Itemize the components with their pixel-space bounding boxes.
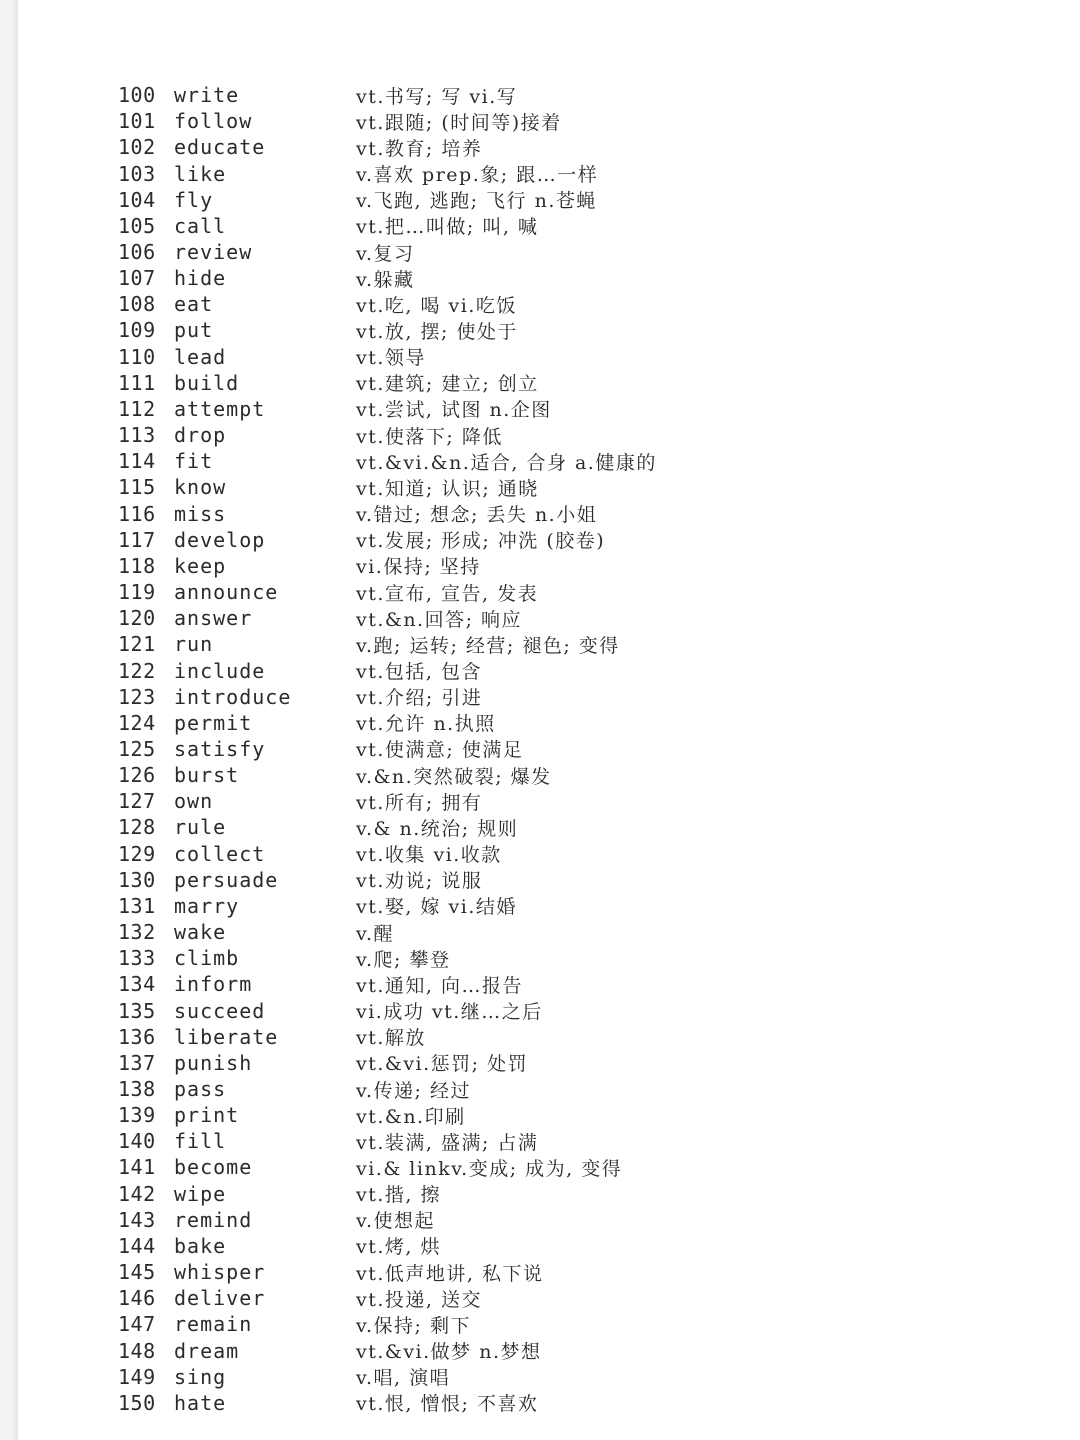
entry-word: persuade — [174, 867, 279, 892]
entry-definition: vt.揩, 擦 — [356, 1184, 441, 1207]
entry-word: climb — [174, 946, 240, 971]
entry-definition: vt.尝试, 试图 n.企图 — [356, 399, 552, 422]
entry-definition: vt.发展; 形成; 冲洗 (胶卷) — [356, 530, 606, 553]
vocab-entry — [118, 997, 1018, 1023]
entry-word: rule — [174, 815, 227, 840]
entry-word: keep — [174, 553, 227, 578]
entry-word: build — [174, 370, 240, 395]
entry-definition: vi.& linkv.变成; 成为, 变得 — [356, 1157, 623, 1180]
entry-definition: vt.吃, 喝 vi.吃饭 — [356, 294, 517, 317]
entry-number: 117 — [118, 527, 156, 552]
entry-word: miss — [174, 501, 227, 526]
entry-definition: vi.保持; 坚持 — [356, 556, 481, 579]
entry-definition: vt.允许 n.执照 — [356, 713, 496, 736]
vocab-entry — [118, 82, 1018, 108]
entry-definition: vt.&n.回答; 响应 — [356, 608, 523, 631]
entry-definition: v.躲藏 — [356, 268, 415, 291]
entry-number: 132 — [118, 920, 156, 945]
entry-definition: v.复习 — [356, 242, 415, 265]
entry-definition: vt.包括, 包含 — [356, 661, 482, 684]
entry-number: 125 — [118, 736, 156, 761]
entry-definition: vt.书写; 写 vi.写 — [356, 85, 518, 108]
entry-definition: vt.把…叫做; 叫, 喊 — [356, 216, 539, 239]
entry-word: fill — [174, 1129, 227, 1154]
entry-number: 119 — [118, 580, 156, 605]
entry-word: bake — [174, 1233, 227, 1258]
entry-word: drop — [174, 423, 227, 448]
vocab-entry — [118, 788, 1018, 814]
entry-word: educate — [174, 135, 266, 160]
entry-number: 145 — [118, 1260, 156, 1285]
vocab-entry — [118, 1024, 1018, 1050]
vocab-entry — [118, 134, 1018, 160]
entry-definition: v.醒 — [356, 922, 395, 945]
entry-definition: vt.所有; 拥有 — [356, 791, 483, 814]
entry-number: 142 — [118, 1181, 156, 1206]
vocab-entry — [118, 1181, 1018, 1207]
vocab-entry — [118, 1364, 1018, 1390]
vocab-entry — [118, 579, 1018, 605]
entry-word: remain — [174, 1312, 253, 1337]
entry-word: marry — [174, 893, 240, 918]
entry-definition: vt.介绍; 引进 — [356, 687, 483, 710]
vocab-entry — [118, 553, 1018, 579]
vocab-entry — [118, 1050, 1018, 1076]
vocab-entry — [118, 317, 1018, 343]
entry-word: include — [174, 658, 266, 683]
entry-word: introduce — [174, 684, 292, 709]
entry-definition: vt.通知, 向…报告 — [356, 974, 523, 997]
entry-definition: v.& n.统治; 规则 — [356, 817, 519, 840]
vocab-entry — [118, 605, 1018, 631]
entry-word: print — [174, 1103, 240, 1128]
vocab-entry — [118, 631, 1018, 657]
entry-definition: v.&n.突然破裂; 爆发 — [356, 765, 552, 788]
entry-definition: vt.使落下; 降低 — [356, 425, 503, 448]
entry-word: wipe — [174, 1181, 227, 1206]
entry-word: collect — [174, 841, 266, 866]
entry-number: 139 — [118, 1103, 156, 1128]
entry-word: liberate — [174, 1024, 279, 1049]
entry-number: 127 — [118, 789, 156, 814]
entry-number: 126 — [118, 763, 156, 788]
entry-definition: vt.&vi.做梦 n.梦想 — [356, 1341, 542, 1364]
vocab-entry — [118, 814, 1018, 840]
vocab-entry — [118, 1259, 1018, 1285]
entry-number: 128 — [118, 815, 156, 840]
entry-definition: v.爬; 攀登 — [356, 948, 451, 971]
vocab-entry — [118, 893, 1018, 919]
entry-word: hate — [174, 1390, 227, 1415]
entry-word: dream — [174, 1338, 240, 1363]
vocab-entry — [118, 867, 1018, 893]
entry-definition: vt.劝说; 说服 — [356, 870, 483, 893]
entry-definition: v.喜欢 prep.象; 跟…一样 — [356, 164, 599, 187]
entry-number: 124 — [118, 710, 156, 735]
entry-word: burst — [174, 763, 240, 788]
entry-definition: v.保持; 剩下 — [356, 1314, 471, 1337]
entry-number: 146 — [118, 1286, 156, 1311]
entry-number: 110 — [118, 344, 156, 369]
entry-number: 138 — [118, 1077, 156, 1102]
entry-word: whisper — [174, 1260, 266, 1285]
entry-definition: vt.&vi.&n.适合, 合身 a.健康的 — [356, 451, 657, 474]
vocab-entry — [118, 160, 1018, 186]
entry-number: 114 — [118, 449, 156, 474]
entry-definition: vt.放, 摆; 使处于 — [356, 320, 518, 343]
entry-word: deliver — [174, 1286, 266, 1311]
vocab-entry — [118, 422, 1018, 448]
entry-word: permit — [174, 710, 253, 735]
entry-definition: vt.低声地讲, 私下说 — [356, 1262, 544, 1285]
entry-word: attempt — [174, 396, 266, 421]
entry-word: punish — [174, 1050, 253, 1075]
vocab-entry — [118, 1154, 1018, 1180]
entry-number: 129 — [118, 841, 156, 866]
entry-word: fly — [174, 187, 214, 212]
entry-word: satisfy — [174, 736, 266, 761]
entry-number: 100 — [118, 83, 156, 108]
entry-number: 134 — [118, 972, 156, 997]
entry-definition: vi.成功 vt.继…之后 — [356, 1001, 543, 1024]
entry-definition: vt.使满意; 使满足 — [356, 739, 524, 762]
entry-word: write — [174, 83, 240, 108]
vocab-entry — [118, 265, 1018, 291]
vocab-entry — [118, 841, 1018, 867]
vocab-entry — [118, 396, 1018, 422]
vocab-entry — [118, 239, 1018, 265]
vocab-entry — [118, 1102, 1018, 1128]
entry-definition: vt.建筑; 建立; 创立 — [356, 373, 539, 396]
entry-number: 141 — [118, 1155, 156, 1180]
entry-number: 131 — [118, 893, 156, 918]
vocab-entry — [118, 213, 1018, 239]
entry-number: 121 — [118, 632, 156, 657]
entry-definition: vt.领导 — [356, 347, 426, 370]
vocab-entry — [118, 684, 1018, 710]
entry-word: like — [174, 161, 227, 186]
entry-number: 144 — [118, 1233, 156, 1258]
entry-word: review — [174, 240, 253, 265]
entry-number: 122 — [118, 658, 156, 683]
entry-definition: v.错过; 想念; 丢失 n.小姐 — [356, 504, 598, 527]
vocab-entry — [118, 945, 1018, 971]
entry-number: 112 — [118, 396, 156, 421]
vocabulary-list — [118, 82, 1018, 1416]
entry-number: 118 — [118, 553, 156, 578]
entry-definition: vt.投递, 送交 — [356, 1288, 482, 1311]
entry-definition: v.传递; 经过 — [356, 1079, 471, 1102]
entry-number: 143 — [118, 1207, 156, 1232]
vocab-entry — [118, 1390, 1018, 1416]
entry-definition: vt.装满, 盛满; 占满 — [356, 1131, 539, 1154]
entry-word: lead — [174, 344, 227, 369]
entry-definition: vt.教育; 培养 — [356, 137, 483, 160]
vocab-entry — [118, 736, 1018, 762]
entry-number: 120 — [118, 606, 156, 631]
entry-word: own — [174, 789, 214, 814]
entry-number: 133 — [118, 946, 156, 971]
entry-word: know — [174, 475, 227, 500]
vocab-entry — [118, 710, 1018, 736]
vocab-entry — [118, 919, 1018, 945]
vocab-entry — [118, 501, 1018, 527]
vocab-entry — [118, 291, 1018, 317]
entry-definition: v.跑; 运转; 经营; 褪色; 变得 — [356, 634, 620, 657]
entry-number: 136 — [118, 1024, 156, 1049]
entry-number: 102 — [118, 135, 156, 160]
entry-definition: vt.恨, 憎恨; 不喜欢 — [356, 1393, 539, 1416]
vocab-entry — [118, 1233, 1018, 1259]
vocab-entry — [118, 370, 1018, 396]
entry-word: inform — [174, 972, 253, 997]
entry-number: 111 — [118, 370, 156, 395]
entry-definition: vt.&vi.惩罚; 处罚 — [356, 1053, 529, 1076]
entry-number: 107 — [118, 266, 156, 291]
entry-number: 116 — [118, 501, 156, 526]
vocab-entry — [118, 1076, 1018, 1102]
entry-definition: v.唱, 演唱 — [356, 1367, 451, 1390]
entry-definition: vt.收集 vi.收款 — [356, 844, 502, 867]
entry-definition: v.飞跑, 逃跑; 飞行 n.苍蝇 — [356, 190, 597, 213]
entry-word: succeed — [174, 998, 266, 1023]
entry-number: 147 — [118, 1312, 156, 1337]
vocab-entry — [118, 344, 1018, 370]
entry-number: 137 — [118, 1050, 156, 1075]
vocab-entry — [118, 1207, 1018, 1233]
entry-word: hide — [174, 266, 227, 291]
entry-word: wake — [174, 920, 227, 945]
vocab-entry — [118, 1338, 1018, 1364]
entry-definition: vt.娶, 嫁 vi.结婚 — [356, 896, 517, 919]
vocab-entry — [118, 474, 1018, 500]
entry-number: 104 — [118, 187, 156, 212]
vocab-entry — [118, 657, 1018, 683]
vocab-entry — [118, 108, 1018, 134]
entry-word: become — [174, 1155, 253, 1180]
entry-word: eat — [174, 292, 214, 317]
vocab-entry — [118, 187, 1018, 213]
entry-number: 130 — [118, 867, 156, 892]
entry-word: sing — [174, 1364, 227, 1389]
entry-definition: vt.宣布, 宣告, 发表 — [356, 582, 539, 605]
entry-word: remind — [174, 1207, 253, 1232]
entry-definition: vt.解放 — [356, 1027, 426, 1050]
vocab-entry — [118, 527, 1018, 553]
entry-word: follow — [174, 109, 253, 134]
entry-number: 106 — [118, 240, 156, 265]
entry-word: put — [174, 318, 214, 343]
entry-number: 115 — [118, 475, 156, 500]
entry-number: 101 — [118, 109, 156, 134]
entry-number: 103 — [118, 161, 156, 186]
vocab-entry — [118, 1128, 1018, 1154]
entry-definition: v.使想起 — [356, 1210, 436, 1233]
entry-number: 108 — [118, 292, 156, 317]
entry-number: 140 — [118, 1129, 156, 1154]
entry-word: run — [174, 632, 214, 657]
entry-definition: vt.知道; 认识; 通晓 — [356, 477, 539, 500]
entry-number: 113 — [118, 423, 156, 448]
entry-word: fit — [174, 449, 214, 474]
entry-word: pass — [174, 1077, 227, 1102]
entry-number: 135 — [118, 998, 156, 1023]
entry-number: 123 — [118, 684, 156, 709]
entry-word: call — [174, 213, 227, 238]
entry-word: announce — [174, 580, 279, 605]
entry-definition: vt.烤, 烘 — [356, 1236, 441, 1259]
entry-definition: vt.&n.印刷 — [356, 1105, 466, 1128]
entry-number: 109 — [118, 318, 156, 343]
vocab-entry — [118, 762, 1018, 788]
entry-number: 149 — [118, 1364, 156, 1389]
entry-word: answer — [174, 606, 253, 631]
vocab-entry — [118, 1311, 1018, 1337]
entry-number: 105 — [118, 213, 156, 238]
entry-word: develop — [174, 527, 266, 552]
entry-number: 150 — [118, 1390, 156, 1415]
document-page — [18, 0, 1080, 1440]
vocab-entry — [118, 1285, 1018, 1311]
vocab-entry — [118, 448, 1018, 474]
vocab-entry — [118, 971, 1018, 997]
entry-number: 148 — [118, 1338, 156, 1363]
entry-definition: vt.跟随; (时间等)接着 — [356, 111, 562, 134]
